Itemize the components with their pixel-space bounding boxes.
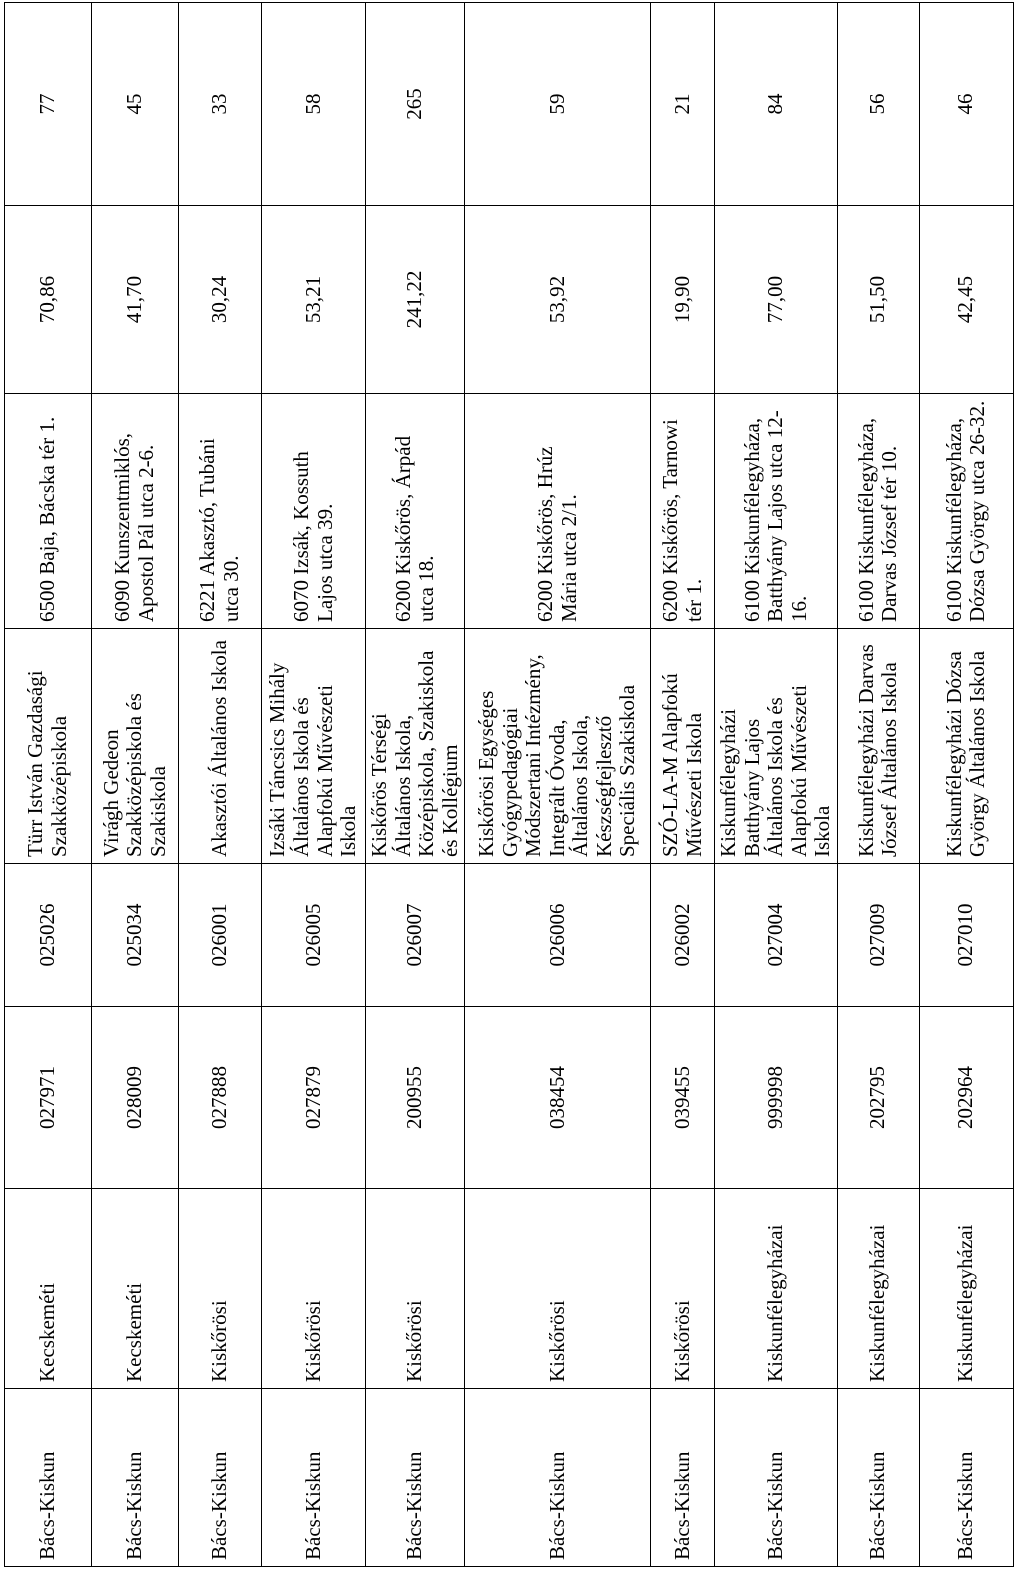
count-cell: 58: [262, 3, 366, 206]
value-cell: 30,24: [179, 206, 262, 394]
county-cell: Bács-Kiskun: [919, 1389, 1013, 1567]
value-cell: 42,45: [919, 206, 1013, 394]
value-cell: 19,90: [651, 206, 715, 394]
address-cell: 6100 Kiskunfélegyháza, Darvas József tér 10.: [837, 394, 919, 629]
district-cell: Kiskunfélegyházai: [715, 1189, 838, 1389]
district-cell: Kiskőrösi: [262, 1189, 366, 1389]
code1-cell: 027971: [5, 1007, 92, 1189]
school-name-cell: Kiskőrösi Egységes Gyógypedagógiai Módszertani Intézmény, Integrált Óvoda, Általános Iskola, Készségfejlesztő Speciális Szakiskola: [465, 629, 651, 864]
school-name-cell: Virágh Gedeon Szakközépiskola és Szakiskola: [92, 629, 179, 864]
table-row: [179, 3, 262, 1567]
county-cell: Bács-Kiskun: [366, 1389, 465, 1567]
count-cell: 77: [5, 3, 92, 206]
code1-cell: 039455: [651, 1007, 715, 1189]
table-row: [92, 3, 179, 1567]
code1-cell: 202964: [919, 1007, 1013, 1189]
count-cell: 59: [465, 3, 651, 206]
code1-cell: 038454: [465, 1007, 651, 1189]
code2-cell: 027010: [919, 864, 1013, 1007]
school-name-cell: Türr István Gazdasági Szakközépiskola: [5, 629, 92, 864]
school-name-cell: Akasztói Általános Iskola: [179, 629, 262, 864]
code2-cell: 025026: [5, 864, 92, 1007]
code2-cell: 026005: [262, 864, 366, 1007]
count-cell: 46: [919, 3, 1013, 206]
count-cell: 84: [715, 3, 838, 206]
school-name-cell: Kiskunfélegyházi Batthyány Lajos Általános Iskola és Alapfokú Művészeti Iskola: [715, 629, 838, 864]
address-cell: 6090 Kunszentmiklós, Apostol Pál utca 2-6.: [92, 394, 179, 629]
school-name-cell: Kiskunfélegyházi Dózsa György Általános Iskola: [919, 629, 1013, 864]
address-cell: 6500 Baja, Bácska tér 1.: [5, 394, 92, 629]
table-row: [837, 3, 919, 1567]
table-row: [366, 3, 465, 1567]
district-cell: Kecskeméti: [5, 1189, 92, 1389]
code1-cell: 028009: [92, 1007, 179, 1189]
district-cell: Kiskőrösi: [366, 1189, 465, 1389]
table-row: [465, 3, 651, 1567]
county-cell: Bács-Kiskun: [651, 1389, 715, 1567]
value-cell: 53,92: [465, 206, 651, 394]
code1-cell: 202795: [837, 1007, 919, 1189]
county-cell: Bács-Kiskun: [5, 1389, 92, 1567]
county-cell: Bács-Kiskun: [179, 1389, 262, 1567]
table-row: [5, 3, 92, 1567]
table-body: [5, 3, 1014, 1567]
district-cell: Kiskőrösi: [651, 1189, 715, 1389]
address-cell: 6070 Izsák, Kossuth Lajos utca 39.: [262, 394, 366, 629]
school-name-cell: Izsáki Táncsics Mihály Általános Iskola és Alapfokú Művészeti Iskola: [262, 629, 366, 864]
district-cell: Kiskunfélegyházai: [837, 1189, 919, 1389]
count-cell: 21: [651, 3, 715, 206]
table-row: [715, 3, 838, 1567]
code2-cell: 026007: [366, 864, 465, 1007]
value-cell: 41,70: [92, 206, 179, 394]
code1-cell: 027879: [262, 1007, 366, 1189]
count-cell: 45: [92, 3, 179, 206]
address-cell: 6100 Kiskunfélegyháza, Dózsa György utca 26-32.: [919, 394, 1013, 629]
code2-cell: 026002: [651, 864, 715, 1007]
code2-cell: 025034: [92, 864, 179, 1007]
address-cell: 6221 Akasztó, Tubáni utca 30.: [179, 394, 262, 629]
school-table: [4, 2, 1014, 1567]
value-cell: 77,00: [715, 206, 838, 394]
value-cell: 70,86: [5, 206, 92, 394]
value-cell: 51,50: [837, 206, 919, 394]
code1-cell: 999998: [715, 1007, 838, 1189]
county-cell: Bács-Kiskun: [92, 1389, 179, 1567]
county-cell: Bács-Kiskun: [837, 1389, 919, 1567]
district-cell: Kiskunfélegyházai: [919, 1189, 1013, 1389]
address-cell: 6200 Kiskőrös, Hrúz Mária utca 2/1.: [465, 394, 651, 629]
school-name-cell: SZÓ-LA-M Alapfokú Művészeti Iskola: [651, 629, 715, 864]
table-row: [651, 3, 715, 1567]
district-cell: Kiskőrösi: [179, 1189, 262, 1389]
value-cell: 241,22: [366, 206, 465, 394]
code2-cell: 027009: [837, 864, 919, 1007]
code2-cell: 027004: [715, 864, 838, 1007]
address-cell: 6100 Kiskunfélegyháza, Batthyány Lajos utca 12-16.: [715, 394, 838, 629]
code1-cell: 027888: [179, 1007, 262, 1189]
county-cell: Bács-Kiskun: [465, 1389, 651, 1567]
code2-cell: 026006: [465, 864, 651, 1007]
count-cell: 265: [366, 3, 465, 206]
address-cell: 6200 Kiskőrös, Árpád utca 18.: [366, 394, 465, 629]
code1-cell: 200955: [366, 1007, 465, 1189]
county-cell: Bács-Kiskun: [262, 1389, 366, 1567]
school-name-cell: Kiskunfélegyházi Darvas József Általános Iskola: [837, 629, 919, 864]
address-cell: 6200 Kiskőrös, Tarnowi tér 1.: [651, 394, 715, 629]
district-cell: Kecskeméti: [92, 1189, 179, 1389]
table-row: [262, 3, 366, 1567]
district-cell: Kiskőrösi: [465, 1189, 651, 1389]
school-name-cell: Kiskőrös Térségi Általános Iskola, Középiskola, Szakiskola és Kollégium: [366, 629, 465, 864]
code2-cell: 026001: [179, 864, 262, 1007]
county-cell: Bács-Kiskun: [715, 1389, 838, 1567]
count-cell: 33: [179, 3, 262, 206]
table-row: [919, 3, 1013, 1567]
count-cell: 56: [837, 3, 919, 206]
value-cell: 53,21: [262, 206, 366, 394]
